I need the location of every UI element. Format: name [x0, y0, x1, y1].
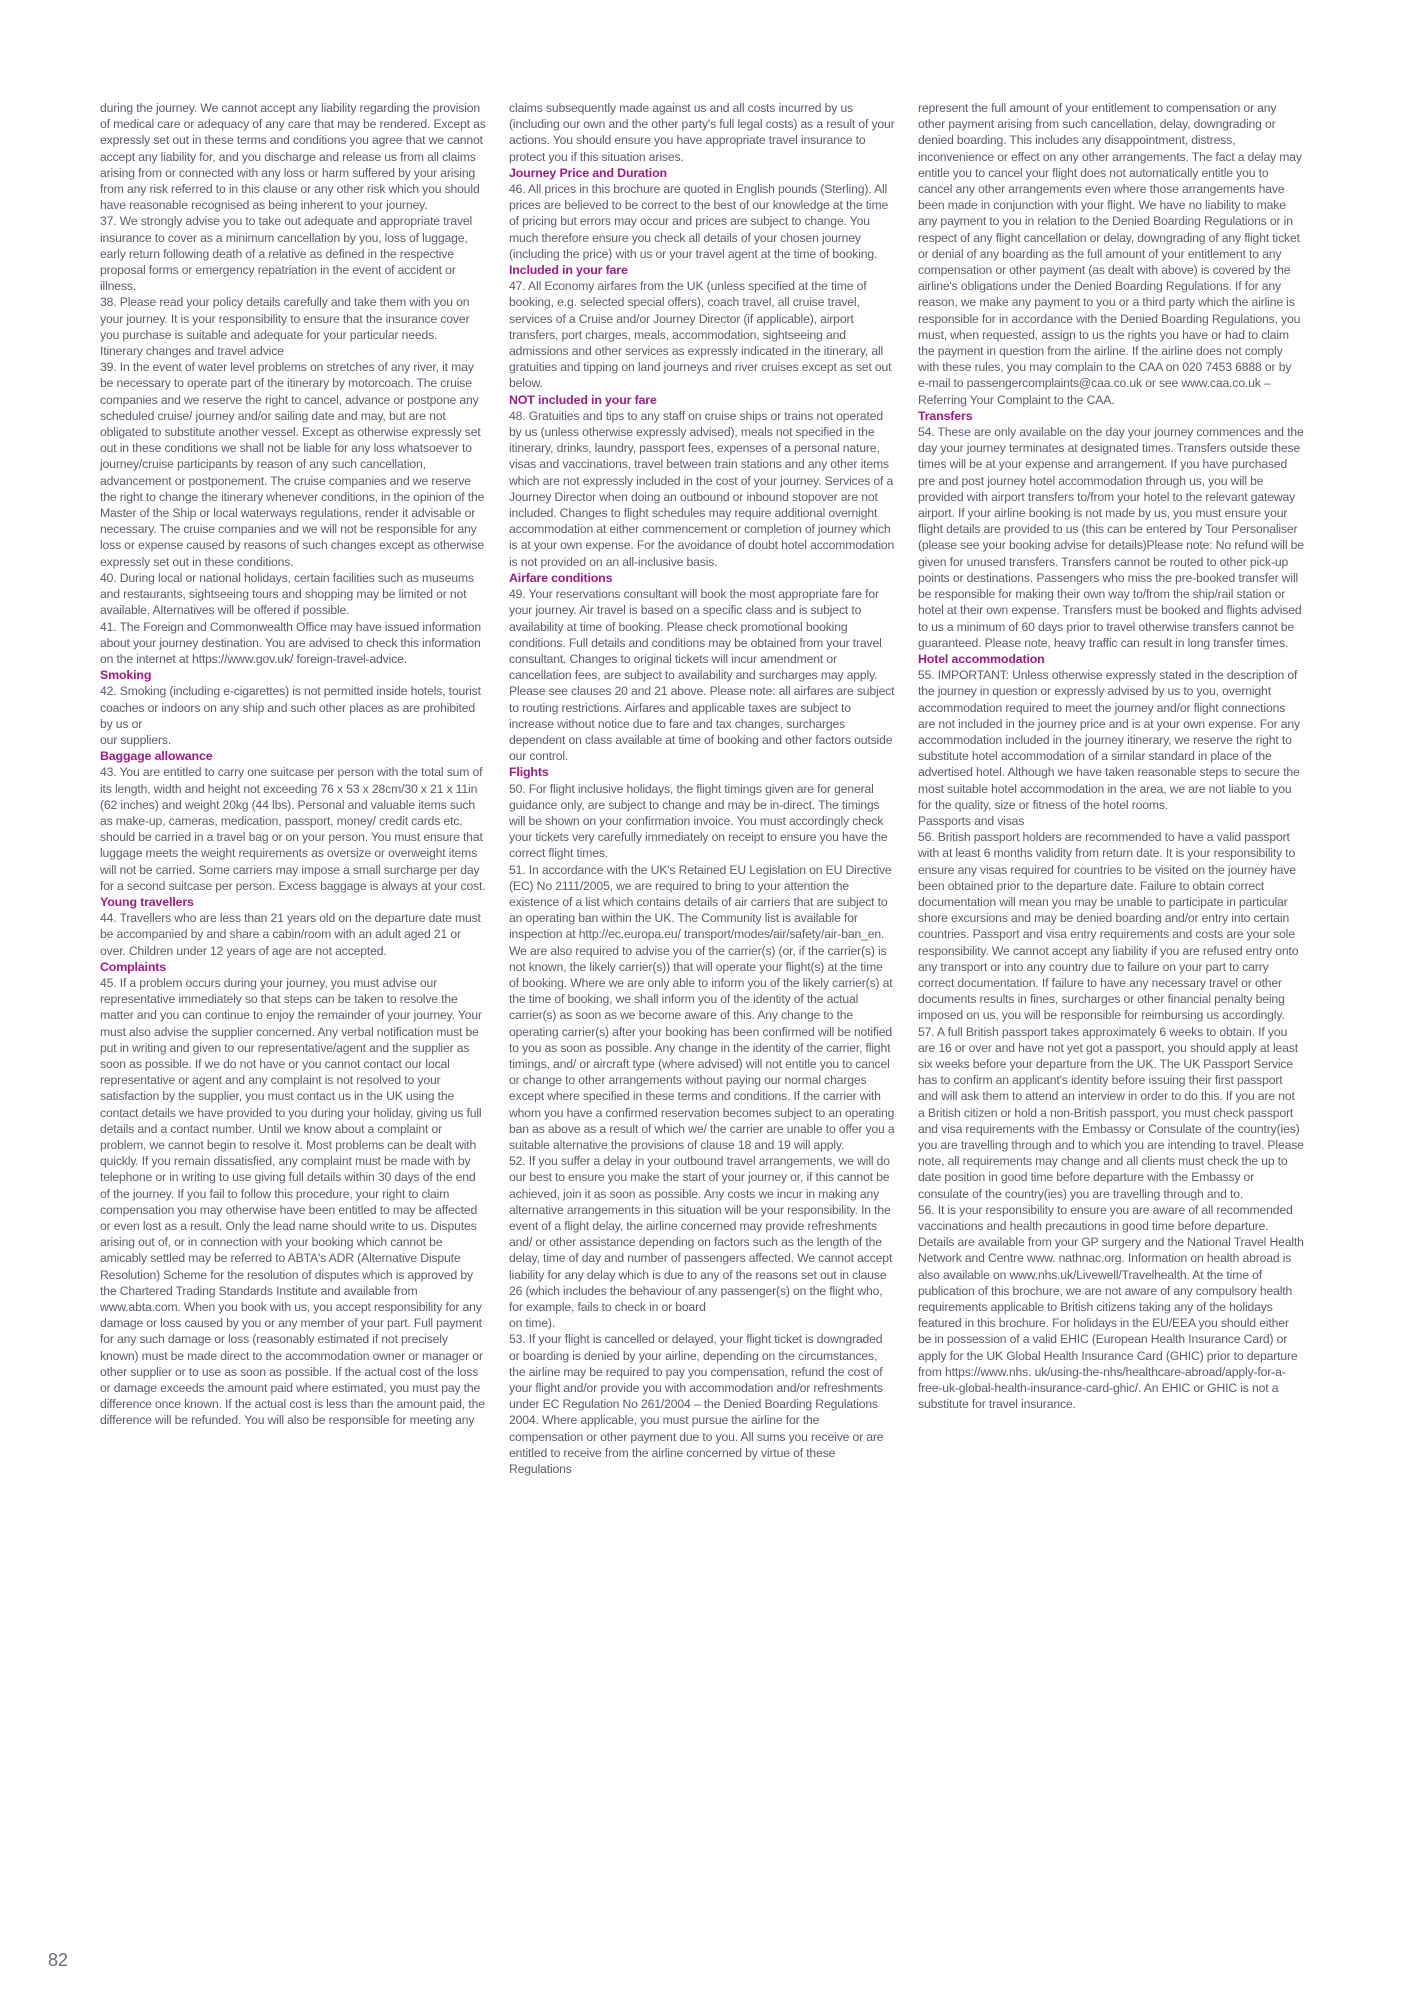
section-heading: Journey Price and Duration — [509, 165, 667, 180]
text-column-left — [100, 100, 486, 1429]
clause-paragraph: 37. We strongly advise you to take out adequate and appropriate travel insurance to cover as a minimum cancellation by you, loss of luggage, early return following death of a relative as defined in the respective proposal forms or emergency repatriation in the event of accident or illness. — [100, 214, 473, 294]
clause-paragraph: claims subsequently made against us and all costs incurred by us (including our own and the other party's full legal costs) as a result of your actions. You should ensure you have appropriate travel insurance to protect you if this situation arises. — [509, 101, 895, 164]
clause-paragraph: 48. Gratuities and tips to any staff on cruise ships or trains not operated by us (unless otherwise expressly advised), meals not specified in the itinerary, drinks, laundry, passport fees, expenses of a personal nature, visas and vaccinations, travel between train stations and any other items which are not expressly included in the cost of your journey. Services of a Journey Director when doing an outbound or inbound stopover are not included. Changes to flight schedules may require additional overnight accommodation at either commencement or completion of journey which is at your own expense. For the avoidance of doubt hotel accommodation is not provided on an all-inclusive basis. — [509, 408, 895, 569]
clause-paragraph: 53. If your flight is cancelled or delayed, your flight ticket is downgraded or boarding is denied by your airline, depending on the circumstances, the airline may be required to pay you compensation, refund the cost of your flight and/or provide you with accommodation and/or refreshments under EC Regulation No 261/2004 – the Denied Boarding Regulations 2004. Where applicable, you must pursue the airline for the compensation or other payment due to you. All sums you receive or are entitled to receive from the airline concerned by virtue of these Regulations — [509, 1332, 884, 1477]
clause-paragraph: Passports and visas — [918, 813, 1025, 828]
text-column-right — [918, 100, 1304, 1412]
clause-paragraph: 52. If you suffer a delay in your outbound travel arrangements, we will do our best to ensure you make the start of your journey or, if this cannot be achieved, join it as soon as possible. Any costs we incur in making any alternative arrangements in this situation will be your responsibility. In the event of a flight delay, the airline concerned may provide refreshments and/ or other assistance depending on factors such as the length of the delay, time of day and number of passengers affected. We cannot accept liability for any delay which is due to any of the reasons set out in clause 26 (which includes the behaviour of any passenger(s) on the flight who, for example, fails to check in or board — [509, 1154, 893, 1315]
section-heading: NOT included in your fare — [509, 392, 657, 407]
clause-paragraph: 44. Travellers who are less than 21 years old on the departure date must be accompanied by and share a cabin/room with an adult aged 21 or over. Children under 12 years of age are not accepted. — [100, 911, 481, 958]
section-heading: Airfare conditions — [509, 570, 613, 585]
clause-paragraph: 41. The Foreign and Commonwealth Office may have issued information about your journey destination. You are advised to check this information on the internet at https://www.gov.uk/ foreign-travel-advice. — [100, 619, 482, 666]
section-heading: Complaints — [100, 959, 166, 974]
clause-paragraph: 47. All Economy airfares from the UK (unless specified at the time of booking, e.g. selected special offers), coach travel, all cruise travel, services of a Cruise and/or Journey Director (if applicable), airport transfers, port charges, meals, accommodation, sightseeing and admissions and other services as expressly indicated in the itinerary, all gratuities and tipping on land journeys and river cruises except as set out below. — [509, 279, 892, 391]
page-number: 82 — [48, 1950, 69, 1970]
clause-paragraph: 50. For flight inclusive holidays, the flight timings given are for general guidance only, are subject to change and may be in-direct. The timings will be shown on your confirmation invoice. You must accordingly check your tickets very carefully immediately on receipt to ensure you have the correct flight times. — [509, 781, 888, 861]
clause-paragraph: 56. British passport holders are recommended to have a valid passport with at least 6 months validity from return date. It is your responsibility to ensure any visas required for countries to be visited on the journey have been obtained prior to the departure date. Failure to obtain correct documentation will mean you may be unable to participate in particular shore excursions and may be denied boarding and/or entry into certain countries. Passport and visa entry requirements and costs are your sole responsibility. We cannot accept any liability if you are refused entry onto any transport or into any country due to failure on your part to carry correct documentation. If failure to have any necessary travel or other documents results in fines, surcharges or other financial penalty being imposed on us, you will be responsible for reimbursing us accordingly. — [918, 830, 1299, 1023]
section-heading: Flights — [509, 765, 549, 780]
clause-paragraph: represent the full amount of your entitlement to compensation or any other payment arising from such cancellation, delay, downgrading or denied boarding. This includes any disappointment, distress, inconvenience or effect on any other arrangements. The fact a delay may entitle you to cancel your flight does not automatically entitle you to cancel any other arrangements even where those arrangements have been made in conjunction with your flight. We have no liability to make any payment to you in relation to the Denied Boarding Regulations or in respect of any flight cancellation or delay, downgrading of any flight ticket or denial of any boarding as the full amount of your entitlement to any compensation or other payment (as dealt with above) is covered by the airline's obligations under the Denied Boarding Regulations. If for any reason, we make any payment to you or a third party which the airline is responsible for in accordance with the Denied Boarding Regulations, you must, when requested, assign to us the rights you have or had to claim the payment in question from the airline. If the airline does not comply with these rules, you may complain to the CAA on 020 7453 6888 or by e-mail to passengercomplaints@caa.co.uk or see www.caa.co.uk – Referring Your Complaint to the CAA. — [918, 101, 1302, 407]
clause-paragraph: our suppliers. — [100, 732, 172, 747]
clause-paragraph: 54. These are only available on the day your journey commences and the day your journey terminates at designated times. Transfers outside these times will be at your expense and arrangement. If you have purchased pre and post journey hotel accommodation through us, you will be provided with airport transfers to/from your hotel to the relevant gateway airport. If your airline booking is not made by us, you must ensure your flight details are provided to us (this can be entered by Tour Personaliser (please see your booking advise for details)Please note: No refund will be given for unused transfers. Transfers cannot be routed to other pick-up points or destinations. Passengers who miss the pre-booked transfer will be responsible for making their own way to/from the ship/rail station or hotel at their own expense. Transfers must be booked and flights advised to us a minimum of 60 days prior to travel otherwise transfers cannot be guaranteed. Please note, heavy traffic can result in long transfer times. — [918, 425, 1304, 650]
clause-paragraph: 56. It is your responsibility to ensure you are aware of all recommended vaccinations and health precautions in good time before departure. Details are available from your GP surgery and the National Travel Health Network and Centre www. nathnac.org. Information on health abroad is also available on www.nhs.uk/Livewell/Travelhealth. At the time of publication of this brochure, we are not aware of any compulsory health requirements applicable to British citizens taking any of the holidays featured in this brochure. For holidays in the EU/EEA you should either be in possession of a valid EHIC (European Health Insurance Card) or apply for the UK Global Health Insurance Card (GHIC) prior to departure from https://www.nhs. uk/using-the-nhs/healthcare-abroad/apply-for-a-free-uk-global-health-insurance-card-ghic/. An EHIC or GHIC is not a substitute for travel insurance. — [918, 1202, 1304, 1412]
clause-paragraph: on time). — [509, 1316, 556, 1331]
text-column-middle — [509, 100, 895, 1477]
section-heading: Transfers — [918, 408, 973, 423]
clause-paragraph: 38. Please read your policy details carefully and take them with you on your journey. It is your responsibility to ensure that the insurance cover you purchase is suitable and adequate for your particular needs. — [100, 295, 470, 342]
clause-paragraph: during the journey. We cannot accept any liability regarding the provision of medical care or adequacy of any care that may be rendered. Except as expressly set out in these terms and conditions you agree that we cannot accept any liability for, and you discharge and release us from all claims arising from or connected with any loss or harm suffered by your arising from any risk referred to in this clause or any other risk which you should have reasonable recognised as being inherent to your journey. — [100, 101, 486, 213]
clause-paragraph: 51. In accordance with the UK's Retained EU Legislation on EU Directive (EC) No 2111/2005, we are required to bring to your attention the existence of a list which contains details of air carriers that are subject to an operating ban within the UK. The Community list is available for inspection at http://ec.europa.eu/ transport/modes/air/safety/air-ban_en. We are also required to advise you of the carrier(s) (or, if the carrier(s) is not known, the likely carrier(s)) that will operate your flight(s) at the time of booking. Where we are only able to inform you of the likely carrier(s) at the time of booking, we shall inform you of the identity of the actual carrier(s) as soon as we become aware of this. Any change to the operating carrier(s) after your booking has been confirmed will be notified to you as soon as possible. Any change in the identity of the carrier, flight timings, and/ or aircraft type (where advised) will not entitle you to cancel or change to other arrangements without paying our normal charges except where specified in these terms and conditions. If the carrier with whom you have a confirmed reservation becomes subject to an operating ban as above as a result of which we/ the carrier are unable to offer you a suitable alternative the provisions of clause 18 and 19 will apply. — [509, 862, 895, 1152]
clause-paragraph: 39. In the event of water level problems on stretches of any river, it may be necessary to operate part of the itinerary by motorcoach. The cruise companies and we reserve the right to cancel, advance or postpone any scheduled cruise/ journey and/or sailing date and may, but are not obligated to substitute another vessel. Except as otherwise expressly set out in these conditions we shall not be liable for any loss whatsoever to journey/cruise participants by reason of any such cancellation, advancement or postponement. The cruise companies and we reserve the right to change the itinerary whenever conditions, in the opinion of the Master of the Ship or local waterways regulations, render it advisable or necessary. The cruise companies and we will not be responsible for any loss or expense caused by reasons of such changes except as otherwise expressly set out in these conditions. — [100, 360, 485, 569]
section-heading: Young travellers — [100, 894, 194, 909]
clause-paragraph: 46. All prices in this brochure are quoted in English pounds (Sterling). All prices are believed to be correct to the best of our knowledge at the time of pricing but errors may occur and prices are subject to change. You much therefore ensure you check all details of your chosen journey (including the price) with us or your travel agent at the time of booking. — [509, 182, 889, 261]
clause-paragraph: 57. A full British passport takes approximately 6 weeks to obtain. If you are 16 or over and have not yet got a passport, you should apply at least six weeks before your departure from the UK. The UK Passport Service has to confirm an applicant's identity before issuing their first passport and will ask them to attend an interview in order to do this. If you are not a British citizen or hold a non-British passport, you must check passport and visa requirements with the Embassy or Consulate of the country(ies) you are travelling through and to which you are intending to travel. Please note, all requirements may change and all clients must check the up to date position in good time before departure with the Embassy or consulate of the country(ies) you are travelling through and to. — [918, 1024, 1304, 1201]
clause-paragraph: 40. During local or national holidays, certain facilities such as museums and restaurants, sightseeing tours and shopping may be limited or not available. Alternatives will be offered if possible. — [100, 570, 474, 618]
section-heading: Smoking — [100, 668, 152, 683]
clause-paragraph: Itinerary changes and travel advice — [100, 344, 284, 359]
clause-paragraph: 43. You are entitled to carry one suitcase per person with the total sum of its length, width and height not exceeding 76 x 53 x 28cm/30 x 21 x 11in (62 inches) and weight 20kg (44 lbs). Personal and valuable items such as make-up, cameras, medication, passport, money/ credit cards etc. should be carried in a travel bag or on your person. You must ensure that luggage meets the weight requirements as oversize or overweight items will not be carried. Some carriers may impose a small surcharge per day for a second suitcase per person. Excess baggage is always at your cost. — [100, 765, 486, 893]
section-heading: Hotel accommodation — [918, 651, 1045, 666]
clause-paragraph: 42. Smoking (including e-cigarettes) is not permitted inside hotels, tourist coaches or indoors on any ship and such other places as are prohibited by us or — [100, 684, 481, 731]
section-heading: Included in your fare — [509, 263, 628, 278]
clause-paragraph: 55. IMPORTANT: Unless otherwise expressly stated in the description of the journey in question or expressly advised by us to you, overnight accommodation required to meet the journey and/or flight connections are not included in the journey price and is at your own expense. For any accommodation included in the journey itinerary, we reserve the right to substitute hotel accommodation of a similar standard in place of the advertised hotel. Although we have taken reasonable steps to secure the most suitable hotel accommodation in the area, we are not liable to you for the quality, size or fitness of the hotel rooms. — [918, 668, 1300, 812]
clause-paragraph: 45. If a problem occurs during your journey, you must advise our representative immediately so that steps can be taken to resolve the matter and you can continue to enjoy the remainder of your journey. Your must also advise the supplier concerned. Any verbal notification must be put in writing and given to our representative/agent and the supplier as soon as possible. If we do not have or you cannot contact our local representative or agent and any complaint is not resolved to your satisfaction by the supplier, you must contact us in the UK using the contact details we have provided to you during your holiday, giving us full details and a contact number. Until we know about a complaint or problem, we cannot begin to resolve it. Most problems can be dealt with quickly. If you remain dissatisfied, any complaint must be made with by telephone or in writing to use giving full details within 30 days of the end of the journey. If you fail to follow this procedure, your right to claim compensation you may otherwise have been entitled to may be affected or even lost as a result. Only the lead name should write to us. Disputes arising out of, or in connection with your booking which cannot be amicably settled may be referred to ABTA's ADR (Alternative Dispute Resolution) Scheme for the resolution of disputes which is approved by the Chartered Trading Standards Institute and available from www.abta.com. When you book with us, you accept responsibility for any damage or loss caused by you or any member of your part. Full payment for any such damage or loss (reasonably estimated if not precisely known) must be made direct to the accommodation owner or manager or other supplier or to use as soon as possible. If the actual cost of the loss or damage exceeds the amount paid where estimated, you must pay the difference once known. If the actual cost is less than the amount paid, the difference will be refunded. You will also be responsible for meeting any — [100, 975, 485, 1428]
section-heading: Baggage allowance — [100, 749, 213, 764]
clause-paragraph: 49. Your reservations consultant will book the most appropriate fare for your journey. Air travel is based on a specific class and is subject to availability at time of booking. Please check promotional booking conditions. Full details and conditions may be obtained from your travel consultant. Changes to original tickets will incur amendment or cancellation fees, are subject to availability and surcharges may apply. Please see clauses 20 and 21 above. Please note: all airfares are subject to routing restrictions. Airfares and applicable taxes are subject to increase without notice due to fare and tax changes, surcharges dependent on class available at time of booking and other factors outside our control. — [509, 587, 895, 764]
